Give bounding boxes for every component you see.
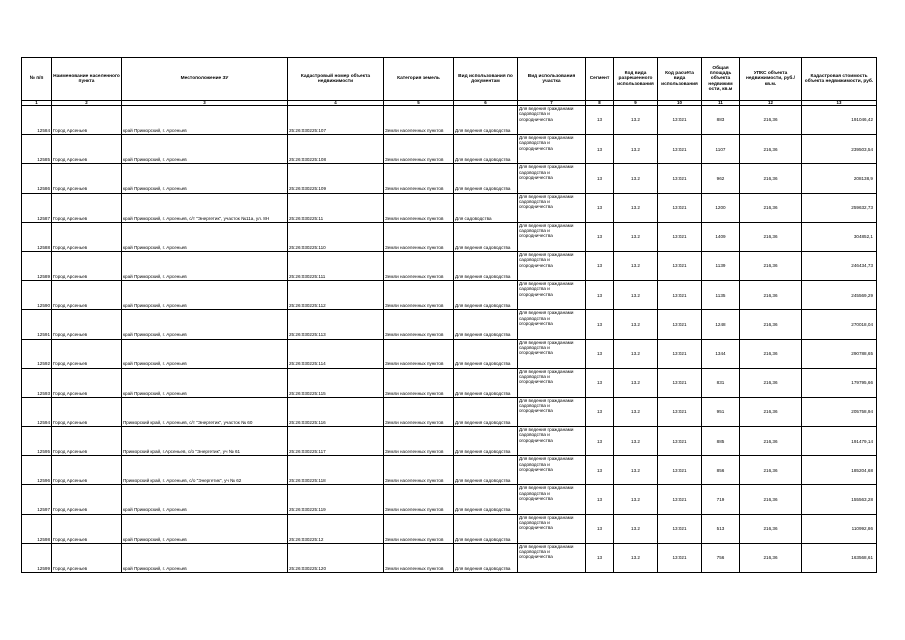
cell-cadastral-value: 191046,42	[802, 106, 877, 135]
cell-upks: 216,36	[740, 543, 802, 572]
cell-calc-code: 13:021	[658, 310, 702, 339]
cell-index: 12588	[22, 222, 52, 251]
cell-segment: 13	[586, 222, 614, 251]
cell-calc-code: 13:021	[658, 485, 702, 514]
cell-upks: 216,36	[740, 339, 802, 368]
col-number: 9	[614, 101, 658, 106]
cell-area: 856	[702, 456, 740, 485]
cell-index: 12590	[22, 281, 52, 310]
table-row	[22, 164, 877, 193]
cell-segment: 13	[586, 164, 614, 193]
cell-index: 12597	[22, 485, 52, 514]
col-header-segment: Сегмент	[586, 58, 614, 101]
cell-segment: 13	[586, 339, 614, 368]
cell-doc-use: Для ведения садоводства	[454, 427, 518, 456]
cell-settlement: Город Арсеньев	[52, 222, 122, 251]
cell-calc-code: 13:021	[658, 222, 702, 251]
cell-plot-use: Для ведения гражданами садоводства и огородничества	[518, 427, 586, 456]
cell-settlement: Город Арсеньев	[52, 456, 122, 485]
cell-area: 1139	[702, 251, 740, 280]
cell-upks: 216,36	[740, 251, 802, 280]
table-row	[22, 310, 877, 339]
cell-settlement: Город Арсеньев	[52, 310, 122, 339]
cell-plot-use: Для ведения гражданами садоводства и огородничества	[518, 222, 586, 251]
cell-permitted-use-code: 13.2	[614, 456, 658, 485]
cell-calc-code: 13:021	[658, 427, 702, 456]
cell-settlement: Город Арсеньев	[52, 281, 122, 310]
table-row	[22, 514, 877, 543]
cell-area: 513	[702, 514, 740, 543]
cell-upks: 216,36	[740, 222, 802, 251]
cell-plot-use: Для ведения гражданами садоводства и огородничества	[518, 106, 586, 135]
table-row	[22, 251, 877, 280]
cell-cadastral-number: 25:26:030225:116	[288, 397, 384, 426]
cell-permitted-use-code: 13.2	[614, 251, 658, 280]
col-header-doc-use: Вид использования по документам	[454, 58, 518, 101]
col-number: 8	[586, 101, 614, 106]
cell-cadastral-value: 290788,65	[802, 339, 877, 368]
cell-settlement: Город Арсеньев	[52, 339, 122, 368]
cell-settlement: Город Арсеньев	[52, 397, 122, 426]
cell-doc-use: Для ведения садоводства	[454, 106, 518, 135]
cell-upks: 216,36	[740, 310, 802, 339]
cell-cadastral-value: 259632,73	[802, 193, 877, 222]
cell-segment: 13	[586, 310, 614, 339]
cell-index: 12595	[22, 427, 52, 456]
table-row	[22, 193, 877, 222]
cell-cadastral-number: 25:26:030225:12	[288, 514, 384, 543]
cell-doc-use: Для ведения садоводства	[454, 310, 518, 339]
cell-area: 1135	[702, 281, 740, 310]
cell-area: 1344	[702, 339, 740, 368]
cell-cadastral-number: 25:26:030225:11	[288, 193, 384, 222]
cell-segment: 13	[586, 427, 614, 456]
cell-permitted-use-code: 13.2	[614, 164, 658, 193]
cell-calc-code: 13:021	[658, 368, 702, 397]
cell-area: 756	[702, 543, 740, 572]
cell-index: 12584	[22, 106, 52, 135]
cell-index: 12598	[22, 514, 52, 543]
cell-index: 12591	[22, 310, 52, 339]
cell-cadastral-number: 25:26:030225:108	[288, 135, 384, 164]
cell-calc-code: 13:021	[658, 339, 702, 368]
cell-land-category: Земли населенных пунктов	[384, 368, 454, 397]
cell-cadastral-number: 25:26:030225:120	[288, 543, 384, 572]
cell-cadastral-value: 304852,1	[802, 222, 877, 251]
table-row	[22, 281, 877, 310]
cell-cadastral-value: 179795,66	[802, 368, 877, 397]
cell-plot-use: Для ведения гражданами садоводства и огородничества	[518, 251, 586, 280]
cell-area: 1248	[702, 310, 740, 339]
cell-settlement: Город Арсеньев	[52, 514, 122, 543]
cell-doc-use: Для ведения садоводства	[454, 368, 518, 397]
cell-settlement: Город Арсеньев	[52, 193, 122, 222]
col-header-area: Общая площадь объекта недвижим ости, кв.м	[702, 58, 740, 101]
cell-cadastral-value: 239503,54	[802, 135, 877, 164]
col-number: 10	[658, 101, 702, 106]
cell-index: 12596	[22, 456, 52, 485]
cell-doc-use: Для ведения садоводства	[454, 222, 518, 251]
cell-calc-code: 13:021	[658, 397, 702, 426]
table-row	[22, 106, 877, 135]
table-row	[22, 456, 877, 485]
cell-permitted-use-code: 13.2	[614, 368, 658, 397]
cell-upks: 216,36	[740, 514, 802, 543]
cell-location: Приморский край, г. Арсеньев, с/т "Энергетик", участок № 60	[122, 397, 288, 426]
cell-upks: 216,36	[740, 135, 802, 164]
cell-doc-use: Для ведения садоводства	[454, 339, 518, 368]
col-number: 5	[384, 101, 454, 106]
cell-doc-use: Для ведения садоводства	[454, 485, 518, 514]
col-header-calc-code: Код расчёта вида использования	[658, 58, 702, 101]
cell-land-category: Земли населенных пунктов	[384, 193, 454, 222]
cell-location: край Приморский, г. Арсеньев	[122, 106, 288, 135]
cell-upks: 216,36	[740, 397, 802, 426]
cell-index: 12589	[22, 251, 52, 280]
cell-cadastral-number: 25:26:030225:107	[288, 106, 384, 135]
cell-plot-use: Для ведения гражданами садоводства и огородничества	[518, 164, 586, 193]
cell-index: 12599	[22, 543, 52, 572]
cell-segment: 13	[586, 514, 614, 543]
cell-doc-use: Для ведения садоводства	[454, 456, 518, 485]
cell-cadastral-number: 25:26:030225:115	[288, 368, 384, 397]
cell-area: 1409	[702, 222, 740, 251]
cell-land-category: Земли населенных пунктов	[384, 485, 454, 514]
cell-plot-use: Для ведения гражданами садоводства и огородничества	[518, 514, 586, 543]
cell-location: край Приморский, г. Арсеньев	[122, 339, 288, 368]
cell-land-category: Земли населенных пунктов	[384, 281, 454, 310]
cell-plot-use: Для ведения гражданами садоводства и огородничества	[518, 339, 586, 368]
cell-upks: 216,36	[740, 368, 802, 397]
cell-location: край Приморский, г. Арсеньев	[122, 164, 288, 193]
cell-settlement: Город Арсеньев	[52, 427, 122, 456]
cell-permitted-use-code: 13.2	[614, 106, 658, 135]
cell-cadastral-number: 25:26:030225:110	[288, 222, 384, 251]
cell-location: край Приморский, г. Арсеньев	[122, 222, 288, 251]
cell-segment: 13	[586, 281, 614, 310]
cell-location: край Приморский, г. Арсеньев	[122, 368, 288, 397]
cell-doc-use: Для ведения садоводства	[454, 543, 518, 572]
cell-land-category: Земли населенных пунктов	[384, 456, 454, 485]
header-row	[22, 58, 877, 101]
cell-permitted-use-code: 13.2	[614, 135, 658, 164]
cell-location: край Приморский, г. Арсеньев	[122, 543, 288, 572]
col-number: 1	[22, 101, 52, 106]
cell-location: край Приморский, г. Арсеньев, с/т "Энергетик", участок №11а, ул. 8Н	[122, 193, 288, 222]
cell-plot-use: Для ведения гражданами садоводства и огородничества	[518, 368, 586, 397]
cell-land-category: Земли населенных пунктов	[384, 427, 454, 456]
col-number: 2	[52, 101, 122, 106]
cell-calc-code: 13:021	[658, 456, 702, 485]
cell-calc-code: 13:021	[658, 164, 702, 193]
cell-land-category: Земли населенных пунктов	[384, 339, 454, 368]
col-number: 6	[454, 101, 518, 106]
cell-land-category: Земли населенных пунктов	[384, 310, 454, 339]
cell-area: 962	[702, 164, 740, 193]
cell-location: Приморский край, г.Арсеньев, с/о "Энергетик", уч № 61	[122, 427, 288, 456]
col-number: 7	[518, 101, 586, 106]
cell-doc-use: Для ведения садоводства	[454, 397, 518, 426]
cell-segment: 13	[586, 251, 614, 280]
cell-doc-use: Для ведения садоводства	[454, 164, 518, 193]
cell-settlement: Город Арсеньев	[52, 135, 122, 164]
table-row	[22, 339, 877, 368]
cell-permitted-use-code: 13.2	[614, 193, 658, 222]
cell-cadastral-number: 25:26:030225:112	[288, 281, 384, 310]
col-header-location: Местоположение ЗУ	[122, 58, 288, 101]
cell-plot-use: Для ведения гражданами садоводства и огородничества	[518, 310, 586, 339]
cell-upks: 216,36	[740, 106, 802, 135]
table-row	[22, 485, 877, 514]
col-header-upks: УПКС объекта недвижимости, руб./кв.м.	[740, 58, 802, 101]
col-number: 11	[702, 101, 740, 106]
cell-upks: 216,36	[740, 485, 802, 514]
cell-calc-code: 13:021	[658, 514, 702, 543]
cell-cadastral-number: 25:26:030225:109	[288, 164, 384, 193]
cadastral-table	[21, 57, 877, 573]
cell-area: 951	[702, 397, 740, 426]
cell-index: 12592	[22, 339, 52, 368]
cell-location: край Приморский, г. Арсеньев	[122, 281, 288, 310]
col-header-cadastral-value: Кадастровая стоимость объекта недвижимости, руб.	[802, 58, 877, 101]
cell-land-category: Земли населенных пунктов	[384, 251, 454, 280]
col-number: 12	[740, 101, 802, 106]
cell-cadastral-value: 205758,94	[802, 397, 877, 426]
cell-settlement: Город Арсеньев	[52, 164, 122, 193]
cell-cadastral-value: 155563,28	[802, 485, 877, 514]
cell-doc-use: Для садоводства	[454, 193, 518, 222]
cell-land-category: Земли населенных пунктов	[384, 543, 454, 572]
cell-permitted-use-code: 13.2	[614, 543, 658, 572]
cell-permitted-use-code: 13.2	[614, 339, 658, 368]
cell-index: 12593	[22, 368, 52, 397]
cell-cadastral-value: 163568,61	[802, 543, 877, 572]
cell-permitted-use-code: 13.2	[614, 485, 658, 514]
cell-upks: 216,36	[740, 164, 802, 193]
cadastral-value-sheet	[21, 57, 876, 573]
cell-cadastral-value: 270018,04	[802, 310, 877, 339]
cell-permitted-use-code: 13.2	[614, 397, 658, 426]
cell-land-category: Земли населенных пунктов	[384, 222, 454, 251]
cell-area: 1200	[702, 193, 740, 222]
cell-permitted-use-code: 13.2	[614, 222, 658, 251]
cell-calc-code: 13:021	[658, 106, 702, 135]
cell-cadastral-number: 25:26:030225:114	[288, 339, 384, 368]
cell-land-category: Земли населенных пунктов	[384, 397, 454, 426]
col-header-index: № п/п	[22, 58, 52, 101]
cell-upks: 216,36	[740, 427, 802, 456]
cell-segment: 13	[586, 106, 614, 135]
cell-calc-code: 13:021	[658, 281, 702, 310]
table-row	[22, 222, 877, 251]
cell-permitted-use-code: 13.2	[614, 514, 658, 543]
table-row	[22, 543, 877, 572]
cell-permitted-use-code: 13.2	[614, 427, 658, 456]
cell-segment: 13	[586, 397, 614, 426]
cell-cadastral-number: 25:26:030225:113	[288, 310, 384, 339]
cell-land-category: Земли населенных пунктов	[384, 135, 454, 164]
cell-permitted-use-code: 13.2	[614, 281, 658, 310]
cell-index: 12594	[22, 397, 52, 426]
cell-segment: 13	[586, 543, 614, 572]
table-row	[22, 135, 877, 164]
cell-cadastral-value: 110992,86	[802, 514, 877, 543]
cell-land-category: Земли населенных пунктов	[384, 514, 454, 543]
cell-upks: 216,36	[740, 193, 802, 222]
cell-area: 831	[702, 368, 740, 397]
col-number: 3	[122, 101, 288, 106]
cell-cadastral-value: 208138,9	[802, 164, 877, 193]
cell-cadastral-number: 25:26:030225:118	[288, 456, 384, 485]
col-header-cadastral-number: Кадастровый номер объекта недвижимости	[288, 58, 384, 101]
cell-calc-code: 13:021	[658, 251, 702, 280]
col-number: 4	[288, 101, 384, 106]
cell-cadastral-number: 25:26:030225:119	[288, 485, 384, 514]
cell-segment: 13	[586, 368, 614, 397]
cell-segment: 13	[586, 456, 614, 485]
cell-cadastral-value: 246434,73	[802, 251, 877, 280]
col-header-settlement: Наименование населенного пункта	[52, 58, 122, 101]
cell-segment: 13	[586, 193, 614, 222]
cell-upks: 216,36	[740, 456, 802, 485]
col-number: 13	[802, 101, 877, 106]
col-header-permitted-use-code: Код вида разрешенного использования	[614, 58, 658, 101]
cell-cadastral-value: 245569,29	[802, 281, 877, 310]
cell-permitted-use-code: 13.2	[614, 310, 658, 339]
cell-segment: 13	[586, 135, 614, 164]
cell-plot-use: Для ведения гражданами садоводства и огородничества	[518, 456, 586, 485]
cell-plot-use: Для ведения гражданами садоводства и огородничества	[518, 397, 586, 426]
cell-location: Приморский край, г. Арсеньев, с/о "Энергетик", уч № 62	[122, 456, 288, 485]
cell-settlement: Город Арсеньев	[52, 368, 122, 397]
cell-cadastral-number: 25:26:030225:117	[288, 427, 384, 456]
cell-calc-code: 13:021	[658, 543, 702, 572]
cell-cadastral-number: 25:26:030225:111	[288, 251, 384, 280]
cell-settlement: Город Арсеньев	[52, 106, 122, 135]
cell-plot-use: Для ведения гражданами садоводства и огородничества	[518, 543, 586, 572]
cell-location: край Приморский, г. Арсеньев	[122, 514, 288, 543]
cell-location: край Приморский, г. Арсеньев	[122, 135, 288, 164]
table-row	[22, 427, 877, 456]
cell-plot-use: Для ведения гражданами садоводства и огородничества	[518, 281, 586, 310]
cell-calc-code: 13:021	[658, 193, 702, 222]
cell-index: 12585	[22, 135, 52, 164]
cell-area: 883	[702, 106, 740, 135]
table-row	[22, 397, 877, 426]
table-row	[22, 368, 877, 397]
cell-area: 885	[702, 427, 740, 456]
cell-segment: 13	[586, 485, 614, 514]
cell-index: 12586	[22, 164, 52, 193]
cell-doc-use: Для ведения садоводства	[454, 135, 518, 164]
cell-doc-use: Для ведения садоводства	[454, 251, 518, 280]
cell-location: край Приморский, г. Арсеньев	[122, 310, 288, 339]
cell-land-category: Земли населенных пунктов	[384, 164, 454, 193]
cell-settlement: Город Арсеньев	[52, 543, 122, 572]
cell-plot-use: Для ведения гражданами садоводства и огородничества	[518, 485, 586, 514]
cell-doc-use: Для ведения садоводства	[454, 281, 518, 310]
cell-doc-use: Для ведения садоводства	[454, 514, 518, 543]
cell-land-category: Земли населенных пунктов	[384, 106, 454, 135]
cell-plot-use: Для ведения гражданами садоводства и огородничества	[518, 193, 586, 222]
cell-index: 12587	[22, 193, 52, 222]
cell-calc-code: 13:021	[658, 135, 702, 164]
col-header-plot-use: Вид использования участка	[518, 58, 586, 101]
cell-plot-use: Для ведения гражданами садоводства и огородничества	[518, 135, 586, 164]
cell-cadastral-value: 185204,68	[802, 456, 877, 485]
cell-location: край Приморский, г. Арсеньев	[122, 485, 288, 514]
cell-location: край Приморский, г. Арсеньев	[122, 251, 288, 280]
cell-upks: 216,36	[740, 281, 802, 310]
col-header-land-category: Категория земель	[384, 58, 454, 101]
cell-cadastral-value: 191479,14	[802, 427, 877, 456]
cell-settlement: Город Арсеньев	[52, 485, 122, 514]
cell-area: 1107	[702, 135, 740, 164]
cell-settlement: Город Арсеньев	[52, 251, 122, 280]
cell-area: 719	[702, 485, 740, 514]
